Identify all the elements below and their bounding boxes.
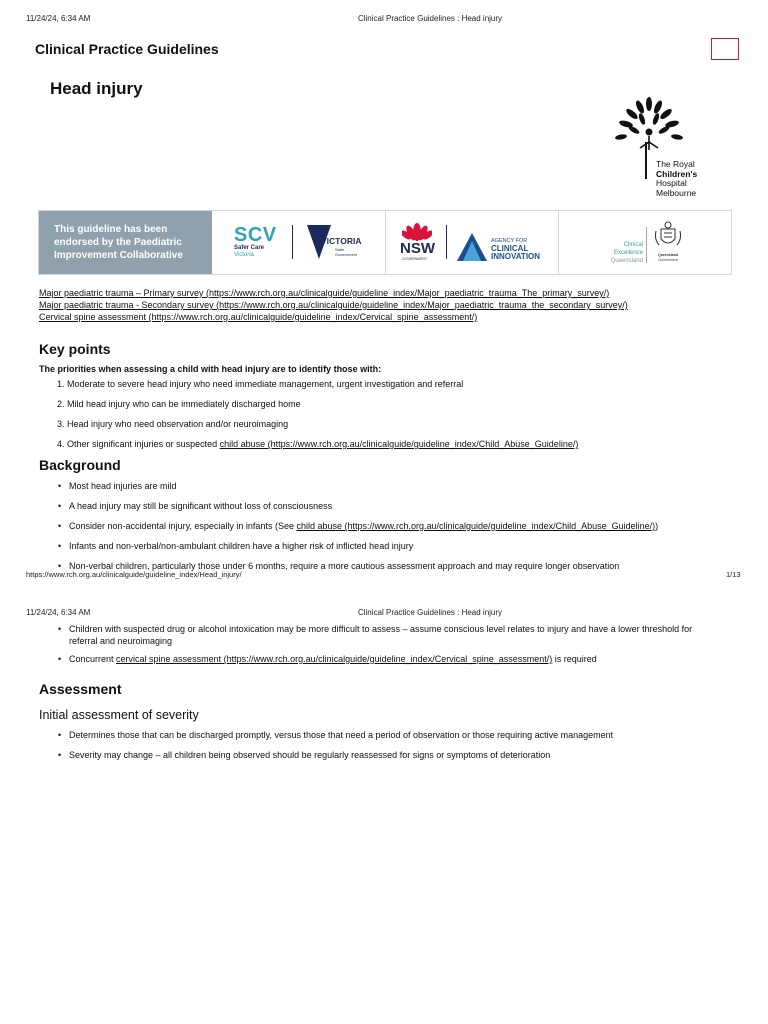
assessment-list <box>39 729 759 769</box>
list-item: • Determines those that can be discharged promptly, versus those that need a period of observation or those requiring active management <box>39 729 759 741</box>
key-points-intro: The priorities when assessing a child with head injury are to identify those with: <box>39 364 382 374</box>
victoria-logo-line2: Government <box>335 252 358 257</box>
list-text: Concurrent <box>69 654 117 664</box>
rch-logo <box>600 92 710 202</box>
aci-logo-line1: AGENCY FOR <box>491 238 528 244</box>
list-item <box>39 653 739 665</box>
list-item: • A head injury may still be significant without loss of consciousness <box>39 500 759 512</box>
rch-logo-divider <box>645 142 647 179</box>
related-links <box>39 287 628 323</box>
logo-divider <box>446 225 447 259</box>
list-text: Moderate to severe head injury who need immediate management, urgent investigation and referral <box>67 379 464 389</box>
rch-logo-line1: The Royal <box>656 159 695 169</box>
ceq-logo-line2: Excellence <box>613 250 643 256</box>
list-text: Mild head injury who can be immediately discharged home <box>67 399 301 409</box>
list-text: • Children with suspected drug or alcohol intoxication may be more difficult to assess – assume conscious level relates to injury and have a lower threshold for <box>69 624 693 634</box>
banner-divider <box>558 211 559 274</box>
key-points-heading: Key points <box>39 341 111 357</box>
rch-logo-text <box>656 160 697 198</box>
logo-divider <box>292 225 293 259</box>
list-item: • Severity may change – all children being observed should be regularly reassessed for signs or symptoms of deterioration <box>39 749 759 761</box>
print-datetime: 11/24/24, 6:34 AM <box>26 14 91 23</box>
list-text: Head injury who need observation and/or neuroimaging <box>67 419 289 429</box>
list-text: Consider non-accidental injury, especially in infants (See <box>69 521 297 531</box>
menu-toggle-button[interactable] <box>711 38 739 60</box>
aci-logo-line3: INNOVATION <box>491 252 541 261</box>
ceq-logo-line1: Clinical <box>623 242 643 248</box>
endorsement-text: This guideline has been endorsed by the Paediatric Improvement Collaborative <box>39 211 212 274</box>
list-number: 2. <box>57 399 65 409</box>
aci-logo-text <box>491 237 561 261</box>
scv-logo-line1: Safer Care <box>234 245 265 251</box>
list-item <box>39 623 739 647</box>
link-primary-survey[interactable]: Major paediatric trauma – Primary survey (https://www.rch.org.au/clinicalguide/guideline_index/Major_paediatric_trauma_The_primary_survey/) <box>39 288 610 298</box>
qld-crest-icon <box>653 221 683 251</box>
banner-divider <box>385 211 386 274</box>
victoria-logo-mark: VICTORIA <box>321 236 362 246</box>
page-heading: Head injury <box>50 79 143 98</box>
list-text: Other significant injuries or suspected <box>67 439 220 449</box>
aci-logo-line2: CLINICAL <box>491 244 529 253</box>
qld-government-text <box>650 253 686 262</box>
background-list-continued <box>39 623 739 673</box>
list-item: • Non-verbal children, particularly those under 6 months, require a more cautious assessment approach and may require longer observation <box>39 560 759 572</box>
list-item <box>39 438 739 450</box>
qld-logo-line2: Government <box>658 257 678 262</box>
ceq-logo <box>599 241 643 265</box>
print-doc-title: Clinical Practice Guidelines : Head injury <box>357 608 503 617</box>
list-item <box>39 378 739 390</box>
scv-logo <box>234 225 277 259</box>
list-number: 4. <box>57 439 65 449</box>
list-text: referral and neuroimaging <box>69 636 173 646</box>
victoria-logo <box>307 225 367 261</box>
print-footer-url: https://www.rch.org.au/clinicalguide/guideline_index/Head_injury/ <box>26 570 242 579</box>
scv-logo-line2: Victoria <box>234 252 254 258</box>
list-item <box>39 398 739 410</box>
print-datetime: 11/24/24, 6:34 AM <box>26 608 91 617</box>
print-page-number: 1/13 <box>726 570 741 579</box>
victoria-logo-line1: State <box>335 247 345 252</box>
list-item <box>39 418 739 430</box>
print-doc-title: Clinical Practice Guidelines : Head injury <box>357 14 503 23</box>
qld-government-logo <box>650 221 686 265</box>
site-title[interactable]: Clinical Practice Guidelines <box>35 41 219 57</box>
link-child-abuse[interactable]: child abuse (https://www.rch.org.au/clinicalguide/guideline_index/Child_Abuse_Guideline/) <box>296 521 656 531</box>
assessment-heading: Assessment <box>39 681 122 697</box>
scv-logo-mark: SCV <box>234 224 277 246</box>
background-heading: Background <box>39 457 121 473</box>
list-text: ) <box>655 521 659 531</box>
rch-logo-line2: Children's <box>656 168 698 179</box>
list-text: is required <box>552 654 597 664</box>
link-cervical-spine[interactable]: cervical spine assessment (https://www.rch.org.au/clinicalguide/guideline_index/Cervical_spine_assessment/) <box>116 654 553 664</box>
logo-divider <box>646 227 647 263</box>
waratah-icon <box>402 222 432 242</box>
list-item <box>39 520 759 532</box>
key-points-list <box>39 378 739 458</box>
link-secondary-survey[interactable]: Major paediatric trauma - Secondary survey (https://www.rch.org.au/clinicalguide/guideline_index/Major_paediatric_trauma_the_secondary_survey/) <box>39 300 628 310</box>
initial-assessment-heading: Initial assessment of severity <box>39 708 199 722</box>
aci-triangle-icon <box>457 233 487 261</box>
endorsement-banner <box>38 210 732 275</box>
list-item: • Infants and non-verbal/non-ambulant children have a higher risk of inflicted head injury <box>39 540 759 552</box>
qld-logo-line1: Queensland <box>657 253 679 257</box>
nsw-logo-sub: GOVERNMENT <box>402 257 428 261</box>
ceq-logo-line3: Queensland <box>610 258 643 264</box>
link-child-abuse[interactable]: child abuse (https://www.rch.org.au/clinicalguide/guideline_index/Child_Abuse_Guideline/) <box>219 439 579 449</box>
rch-logo-line3: Hospital <box>656 178 687 188</box>
victoria-logo-sub <box>335 247 357 257</box>
background-list <box>39 480 759 580</box>
rch-logo-line4: Melbourne <box>656 187 697 198</box>
list-item: • Most head injuries are mild <box>39 480 759 492</box>
list-number: 3. <box>57 419 65 429</box>
list-number: 1. <box>57 379 65 389</box>
nsw-logo-mark: NSW <box>400 240 435 257</box>
link-cervical-spine[interactable]: Cervical spine assessment (https://www.rch.org.au/clinicalguide/guideline_index/Cervical_spine_assessment/) <box>39 312 478 322</box>
nsw-logo <box>399 222 439 264</box>
